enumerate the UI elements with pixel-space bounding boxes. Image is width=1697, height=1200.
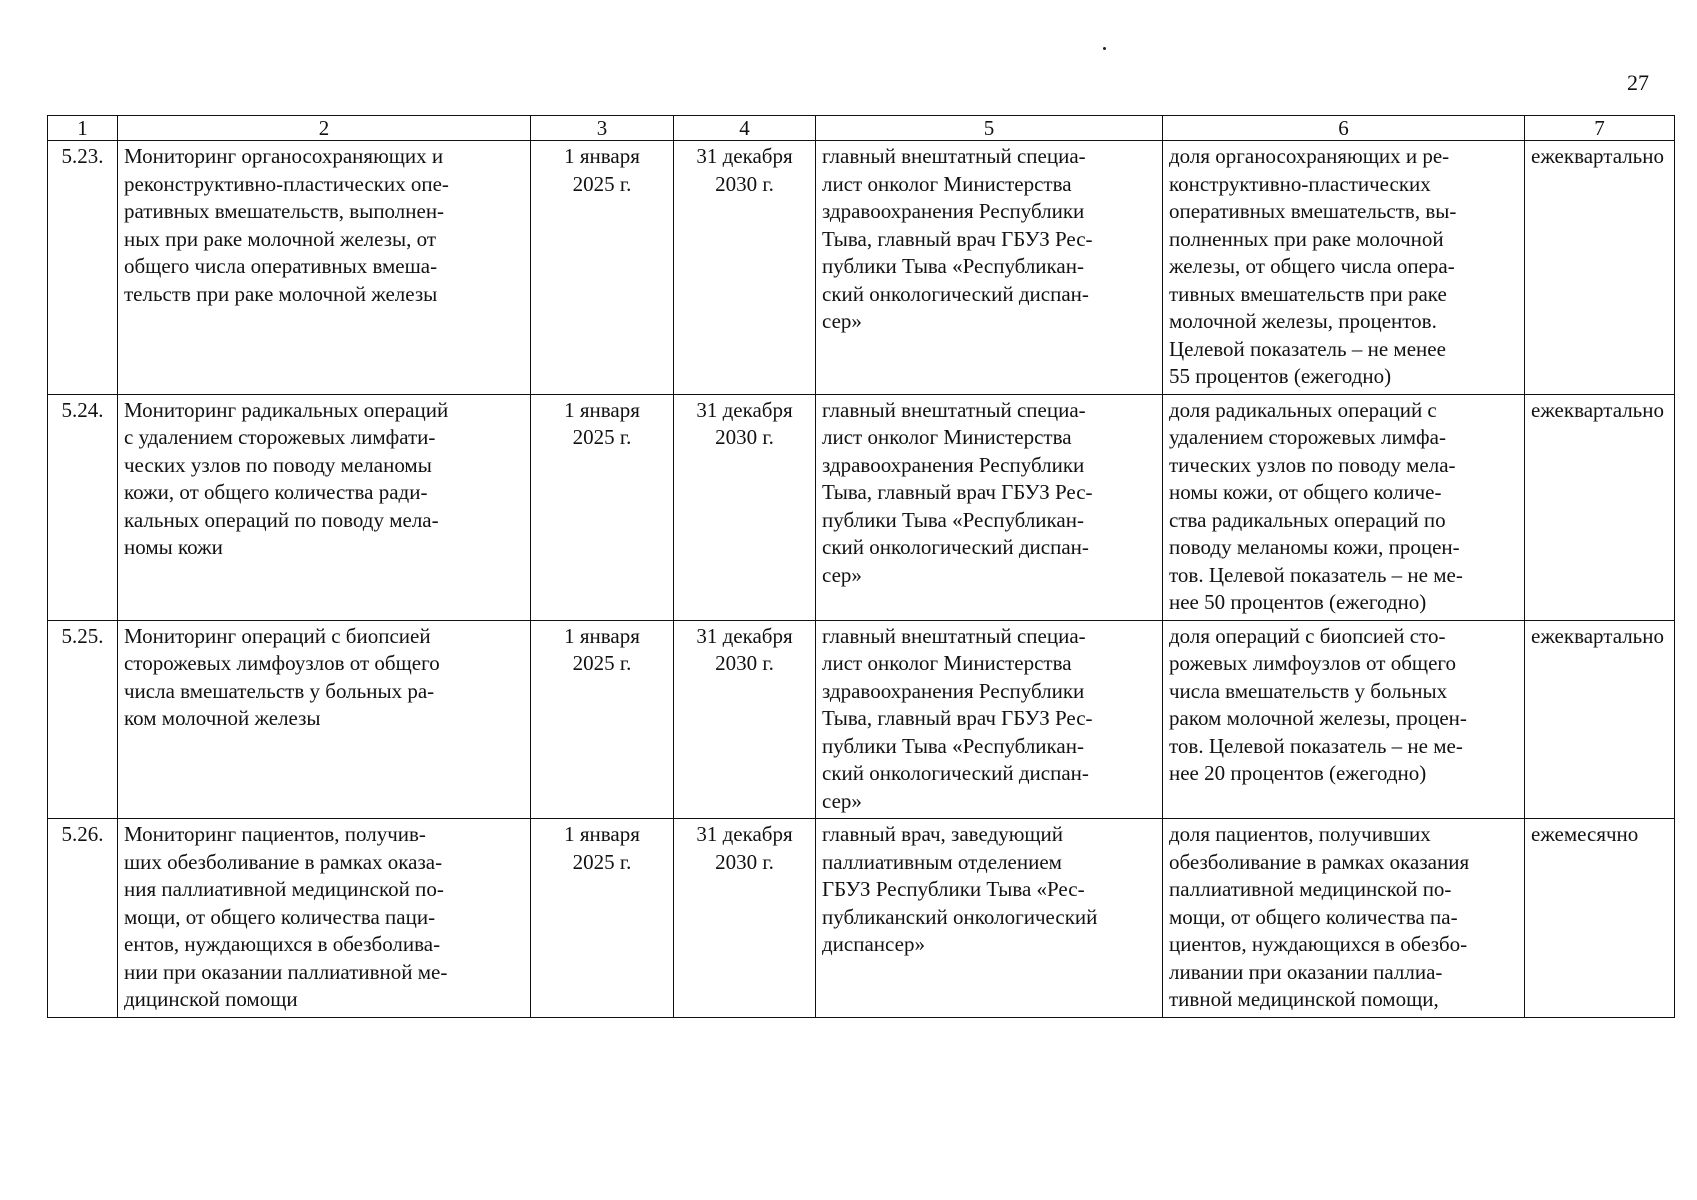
- column-header: 1: [48, 116, 118, 141]
- measures-table: [47, 115, 1675, 1018]
- column-number-row: [48, 116, 1675, 141]
- row-number: 5.23.: [48, 141, 118, 395]
- measure-description: Мониторинг операций с биопсией сторожевых лимфоузлов от общего числа вмешательств у больных ра- ком молочной железы: [118, 620, 531, 819]
- reporting-period: ежеквартально: [1525, 394, 1675, 620]
- row-number: 5.26.: [48, 819, 118, 1018]
- reporting-period: ежеквартально: [1525, 141, 1675, 395]
- reporting-period: ежемесячно: [1525, 819, 1675, 1018]
- column-header: 5: [816, 116, 1163, 141]
- start-date: 1 января 2025 г.: [531, 394, 674, 620]
- table-row: [48, 819, 1675, 1018]
- result-indicator: доля пациентов, получивших обезболивание в рамках оказания паллиативной медицинской по- мощи, от общего количества па- циентов, нуждающихся в обезбо- ливании при оказании паллиа- тивной медицинской помощи,: [1163, 819, 1525, 1018]
- column-header: 3: [531, 116, 674, 141]
- end-date: 31 декабря 2030 г.: [674, 819, 816, 1018]
- column-header: 2: [118, 116, 531, 141]
- result-indicator: доля операций с биопсией сто- рожевых лимфоузлов от общего числа вмешательств у больных раком молочной железы, процен- тов. Целевой показатель – не ме- нее 20 процентов (ежегодно): [1163, 620, 1525, 819]
- column-header: 6: [1163, 116, 1525, 141]
- end-date: 31 декабря 2030 г.: [674, 141, 816, 395]
- result-indicator: доля органосохраняющих и ре- конструктивно-пластических оперативных вмешательств, вы- полненных при раке молочной железы, от общего числа опера- тивных вмешательств при раке молочной железы, процентов. Целевой показатель – не менее 55 процентов (ежегодно): [1163, 141, 1525, 395]
- column-header: 7: [1525, 116, 1675, 141]
- column-header: 4: [674, 116, 816, 141]
- measure-description: Мониторинг радикальных операций с удалением сторожевых лимфати- ческих узлов по поводу меланомы кожи, от общего количества ради- кальных операций по поводу мела- номы кожи: [118, 394, 531, 620]
- table-row: [48, 394, 1675, 620]
- responsible-person: главный внештатный специа- лист онколог Министерства здравоохранения Республики Тыва, главный врач ГБУЗ Рес- публики Тыва «Республикан- ский онкологический диспан- сер»: [816, 394, 1163, 620]
- responsible-person: главный внештатный специа- лист онколог Министерства здравоохранения Республики Тыва, главный врач ГБУЗ Рес- публики Тыва «Республикан- ский онкологический диспан- сер»: [816, 620, 1163, 819]
- reporting-period: ежеквартально: [1525, 620, 1675, 819]
- page-number: 27: [1627, 70, 1649, 95]
- start-date: 1 января 2025 г.: [531, 141, 674, 395]
- measure-description: Мониторинг пациентов, получив- ших обезболивание в рамках оказа- ния паллиативной медицинской по- мощи, от общего количества паци- ентов, нуждающихся в обезболива- нии при оказании паллиативной ме- дицинской помощи: [118, 819, 531, 1018]
- scan-dot-mark: [1103, 47, 1106, 50]
- start-date: 1 января 2025 г.: [531, 819, 674, 1018]
- end-date: 31 декабря 2030 г.: [674, 394, 816, 620]
- table-row: [48, 620, 1675, 819]
- start-date: 1 января 2025 г.: [531, 620, 674, 819]
- row-number: 5.24.: [48, 394, 118, 620]
- responsible-person: главный врач, заведующий паллиативным отделением ГБУЗ Республики Тыва «Рес- публиканский онкологический диспансер»: [816, 819, 1163, 1018]
- end-date: 31 декабря 2030 г.: [674, 620, 816, 819]
- measure-description: Мониторинг органосохраняющих и реконструктивно-пластических опе- ративных вмешательств, выполнен- ных при раке молочной железы, от общего числа оперативных вмеша- тельств при раке молочной железы: [118, 141, 531, 395]
- row-number: 5.25.: [48, 620, 118, 819]
- table-row: [48, 141, 1675, 395]
- responsible-person: главный внештатный специа- лист онколог Министерства здравоохранения Республики Тыва, главный врач ГБУЗ Рес- публики Тыва «Республикан- ский онкологический диспан- сер»: [816, 141, 1163, 395]
- result-indicator: доля радикальных операций с удалением сторожевых лимфа- тических узлов по поводу мела- номы кожи, от общего количе- ства радикальных операций по поводу меланомы кожи, процен- тов. Целевой показатель – не ме- нее 50 процентов (ежегодно): [1163, 394, 1525, 620]
